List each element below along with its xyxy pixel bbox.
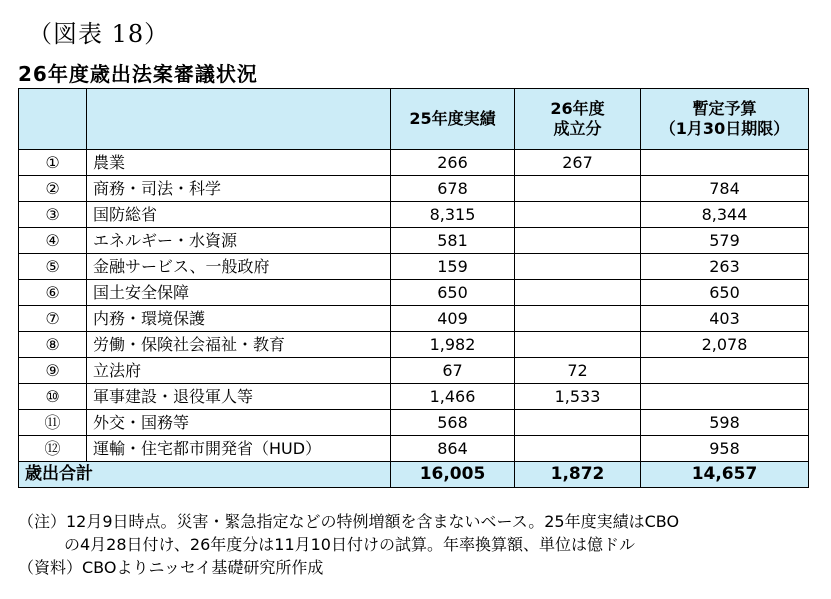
row-fy26 bbox=[515, 306, 641, 332]
header-fy25-actual: 25年度実績 bbox=[391, 89, 515, 150]
table-row bbox=[19, 202, 809, 228]
row-cr: 598 bbox=[641, 410, 809, 436]
row-item: 商務・司法・科学 bbox=[87, 176, 391, 202]
row-number: ① bbox=[19, 150, 87, 176]
row-cr: 958 bbox=[641, 436, 809, 462]
total-fy26: 1,872 bbox=[515, 462, 641, 488]
table-row bbox=[19, 228, 809, 254]
row-fy25: 266 bbox=[391, 150, 515, 176]
table-row bbox=[19, 410, 809, 436]
table-row bbox=[19, 254, 809, 280]
table-row bbox=[19, 436, 809, 462]
row-number: ② bbox=[19, 176, 87, 202]
row-fy25: 650 bbox=[391, 280, 515, 306]
row-item: 内務・環境保護 bbox=[87, 306, 391, 332]
row-fy25: 409 bbox=[391, 306, 515, 332]
row-number: ⑩ bbox=[19, 384, 87, 410]
header-row bbox=[19, 89, 809, 150]
header-fy26-line2: 成立分 bbox=[553, 119, 602, 138]
row-cr: 403 bbox=[641, 306, 809, 332]
header-item bbox=[87, 89, 391, 150]
row-cr: 650 bbox=[641, 280, 809, 306]
total-fy25: 16,005 bbox=[391, 462, 515, 488]
note-line-1: （注）12月9日時点。災害・緊急指定などの特例増額を含まないベース。25年度実績はCBO bbox=[18, 512, 680, 531]
row-item: 国防総省 bbox=[87, 202, 391, 228]
row-fy25: 67 bbox=[391, 358, 515, 384]
table-row bbox=[19, 384, 809, 410]
row-number: ⑥ bbox=[19, 280, 87, 306]
row-cr: 784 bbox=[641, 176, 809, 202]
row-fy25: 678 bbox=[391, 176, 515, 202]
header-fy26-line1: 26年度 bbox=[550, 99, 605, 118]
source-line: （資料）CBOよりニッセイ基礎研究所作成 bbox=[18, 558, 324, 577]
row-cr bbox=[641, 150, 809, 176]
figure-caption: （図表 18） bbox=[28, 20, 170, 48]
row-item: 外交・国務等 bbox=[87, 410, 391, 436]
row-number: ⑫ bbox=[19, 436, 87, 462]
row-cr: 2,078 bbox=[641, 332, 809, 358]
row-fy26 bbox=[515, 410, 641, 436]
header-number bbox=[19, 89, 87, 150]
row-fy25: 159 bbox=[391, 254, 515, 280]
row-fy26 bbox=[515, 332, 641, 358]
table-row bbox=[19, 358, 809, 384]
table-row bbox=[19, 280, 809, 306]
row-fy26 bbox=[515, 202, 641, 228]
notes bbox=[18, 510, 679, 579]
header-fy26-enacted bbox=[515, 89, 641, 150]
table-row bbox=[19, 332, 809, 358]
row-number: ⑦ bbox=[19, 306, 87, 332]
row-fy25: 8,315 bbox=[391, 202, 515, 228]
row-item: 農業 bbox=[87, 150, 391, 176]
row-cr: 8,344 bbox=[641, 202, 809, 228]
total-label: 歳出合計 bbox=[19, 462, 391, 488]
row-fy25: 568 bbox=[391, 410, 515, 436]
header-cr-line2: （1月30日期限） bbox=[659, 119, 790, 138]
row-fy26 bbox=[515, 228, 641, 254]
total-row bbox=[19, 462, 809, 488]
row-number: ④ bbox=[19, 228, 87, 254]
row-item: 国土安全保障 bbox=[87, 280, 391, 306]
row-item: 立法府 bbox=[87, 358, 391, 384]
table-row bbox=[19, 306, 809, 332]
row-item: エネルギー・水資源 bbox=[87, 228, 391, 254]
row-item: 運輸・住宅都市開発省（HUD） bbox=[87, 436, 391, 462]
row-number: ⑧ bbox=[19, 332, 87, 358]
total-cr: 14,657 bbox=[641, 462, 809, 488]
row-number: ⑪ bbox=[19, 410, 87, 436]
row-item: 軍事建設・退役軍人等 bbox=[87, 384, 391, 410]
row-cr bbox=[641, 384, 809, 410]
row-number: ⑤ bbox=[19, 254, 87, 280]
header-continuing-resolution bbox=[641, 89, 809, 150]
row-number: ③ bbox=[19, 202, 87, 228]
row-cr bbox=[641, 358, 809, 384]
row-item: 金融サービス、一般政府 bbox=[87, 254, 391, 280]
row-number: ⑨ bbox=[19, 358, 87, 384]
row-cr: 263 bbox=[641, 254, 809, 280]
row-item: 労働・保険社会福祉・教育 bbox=[87, 332, 391, 358]
row-fy25: 1,466 bbox=[391, 384, 515, 410]
table-row bbox=[19, 150, 809, 176]
row-cr: 579 bbox=[641, 228, 809, 254]
header-cr-line1: 暫定予算 bbox=[692, 99, 757, 118]
row-fy26 bbox=[515, 176, 641, 202]
note-line-2: の4月28日付け、26年度分は11月10日付けの試算。年率換算額、単位は億ドル bbox=[64, 535, 635, 554]
row-fy25: 1,982 bbox=[391, 332, 515, 358]
row-fy26: 267 bbox=[515, 150, 641, 176]
row-fy26: 1,533 bbox=[515, 384, 641, 410]
table-row bbox=[19, 176, 809, 202]
table-title: 26年度歳出法案審議状況 bbox=[18, 62, 258, 86]
row-fy26: 72 bbox=[515, 358, 641, 384]
row-fy25: 864 bbox=[391, 436, 515, 462]
row-fy26 bbox=[515, 280, 641, 306]
row-fy25: 581 bbox=[391, 228, 515, 254]
appropriations-table bbox=[18, 88, 809, 488]
row-fy26 bbox=[515, 254, 641, 280]
row-fy26 bbox=[515, 436, 641, 462]
